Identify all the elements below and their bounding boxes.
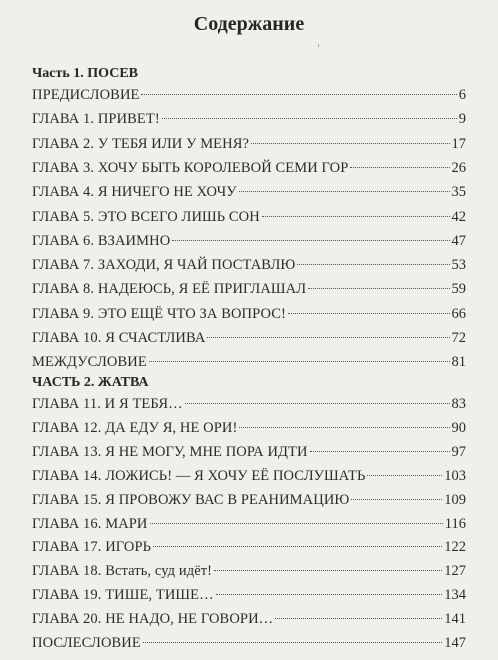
- toc-entry-page: 127: [444, 563, 466, 580]
- dot-leader: [262, 215, 450, 217]
- dot-leader: [288, 312, 450, 314]
- dot-leader: [153, 545, 442, 547]
- part-1-heading: Часть 1. ПОСЕВ: [32, 66, 139, 81]
- toc-entry-label: ГЛАВА 15. Я ПРОВОЖУ ВАС В РЕАНИМАЦИЮ: [32, 491, 350, 508]
- toc-entry-page: 59: [451, 281, 466, 298]
- toc-entry: [32, 490, 466, 511]
- dot-leader: [216, 593, 443, 595]
- toc-entry-page: 9: [458, 111, 466, 128]
- toc-entry: [32, 207, 466, 228]
- dot-leader: [150, 522, 443, 524]
- toc-entry: [32, 418, 466, 439]
- toc-entry-label: ГЛАВА 1. ПРИВЕТ!: [32, 111, 160, 128]
- dot-leader: [214, 569, 442, 571]
- toc-entry-page: 42: [451, 208, 466, 225]
- toc-entry-page: 66: [451, 305, 466, 322]
- toc-entry-page: 26: [451, 159, 466, 176]
- toc-entry: [32, 561, 466, 582]
- toc-entry: [32, 442, 466, 463]
- toc-entry: [32, 466, 466, 487]
- toc-entry-page: 17: [451, 135, 466, 152]
- toc-entry-label: ГЛАВА 14. ЛОЖИСЬ! — Я ХОЧУ ЕЁ ПОСЛУШАТЬ: [32, 467, 366, 484]
- toc-entry-label: ГЛАВА 17. ИГОРЬ: [32, 539, 152, 556]
- dot-leader: [185, 402, 450, 404]
- toc-entry-page: 147: [444, 635, 466, 651]
- toc-entry-page: 122: [444, 539, 466, 556]
- dot-leader: [367, 474, 442, 476]
- dot-leader: [141, 93, 456, 95]
- toc-entry-page: 134: [444, 587, 466, 604]
- toc-entry-label: ПОСЛЕСЛОВИЕ: [32, 635, 141, 651]
- toc-entry-page: 72: [451, 330, 466, 346]
- toc-entry-page: 47: [451, 232, 466, 249]
- toc-entry-label: ГЛАВА 5. ЭТО ВСЕГО ЛИШЬ СОН: [32, 208, 260, 225]
- toc-entry: [32, 585, 466, 606]
- toc-entry: [32, 537, 466, 558]
- toc-entry: [32, 231, 466, 252]
- toc-entry-label: МЕЖДУСЛОВИЕ: [32, 354, 147, 371]
- dot-leader: [310, 450, 450, 452]
- toc-entry-label: ГЛАВА 8. НАДЕЮСЬ, Я ЕЁ ПРИГЛАШАЛ: [32, 281, 307, 298]
- toc-entry: [32, 304, 466, 325]
- toc-entry: [32, 109, 466, 130]
- dot-leader: [239, 190, 450, 192]
- toc-entry-label: ГЛАВА 4. Я НИЧЕГО НЕ ХОЧУ: [32, 184, 237, 201]
- toc-entry-label: ГЛАВА 19. ТИШЕ, ТИШЕ…: [32, 587, 214, 604]
- toc-entry: [32, 182, 466, 203]
- page-title: Содержание: [193, 13, 305, 35]
- toc-entry-label: ГЛАВА 11. И Я ТЕБЯ…: [32, 396, 183, 412]
- dot-leader: [149, 360, 450, 362]
- dot-leader: [239, 426, 449, 428]
- toc-entry-label: ГЛАВА 2. У ТЕБЯ ИЛИ У МЕНЯ?: [32, 135, 250, 152]
- toc-entry-label: ГЛАВА 18. Встать, суд идёт!: [32, 563, 213, 580]
- dot-leader: [297, 263, 449, 265]
- toc-entry: [32, 85, 466, 106]
- toc-entry-page: 83: [451, 396, 466, 412]
- toc-entry-label: ГЛАВА 3. ХОЧУ БЫТЬ КОРОЛЕВОЙ СЕМИ ГОР: [32, 159, 349, 176]
- dot-leader: [351, 498, 442, 500]
- dot-leader: [275, 617, 442, 619]
- toc-entry-label: ГЛАВА 9. ЭТО ЕЩЁ ЧТО ЗА ВОПРОС!: [32, 305, 286, 322]
- dot-leader: [251, 142, 449, 144]
- dot-leader: [172, 239, 449, 241]
- toc-entry-page: 109: [444, 491, 466, 508]
- toc-entry-page: 81: [451, 354, 466, 371]
- toc-entry: [32, 328, 466, 349]
- toc-entry: [32, 255, 466, 276]
- toc-entry: [32, 279, 466, 300]
- toc-entry-page: 116: [444, 515, 466, 532]
- toc-entry-label: ГЛАВА 10. Я СЧАСТЛИВА: [32, 330, 206, 346]
- toc-entry-label: ГЛАВА 6. ВЗАИМНО: [32, 232, 171, 249]
- toc-entry-label: ГЛАВА 7. ЗАХОДИ, Я ЧАЙ ПОСТАВЛЮ: [32, 257, 296, 274]
- toc-entry: [32, 158, 466, 179]
- toc-entry: [32, 394, 466, 415]
- toc-entry-page: 53: [451, 257, 466, 274]
- toc-entry-label: ГЛАВА 12. ДА ЕДУ Я, НЕ ОРИ!: [32, 419, 238, 436]
- dot-leader: [308, 287, 449, 289]
- print-mark: [318, 44, 319, 47]
- dot-leader: [143, 641, 442, 643]
- toc-entry-page: 97: [451, 443, 466, 460]
- toc-entry: [32, 633, 466, 654]
- part-2-heading: ЧАСТЬ 2. ЖАТВА: [32, 375, 149, 390]
- dot-leader: [162, 117, 457, 119]
- toc-entry-label: ГЛАВА 20. НЕ НАДО, НЕ ГОВОРИ…: [32, 611, 274, 628]
- toc-entry-page: 141: [444, 611, 466, 628]
- toc-entry-label: ГЛАВА 13. Я НЕ МОГУ, МНЕ ПОРА ИДТИ: [32, 443, 308, 460]
- toc-entry-page: 35: [451, 184, 466, 201]
- toc-entry-page: 90: [451, 419, 466, 436]
- toc-entry-label: ГЛАВА 16. МАРИ: [32, 515, 148, 532]
- toc-entry: [32, 134, 466, 155]
- toc-entry-page: 6: [458, 87, 466, 103]
- toc-entry: [32, 352, 466, 373]
- toc-entry-page: 103: [444, 467, 466, 484]
- dot-leader: [207, 336, 449, 338]
- toc-entry: [32, 609, 466, 630]
- toc-entry: [32, 514, 466, 535]
- toc-entry-label: ПРЕДИСЛОВИЕ: [32, 87, 140, 103]
- dot-leader: [350, 166, 449, 168]
